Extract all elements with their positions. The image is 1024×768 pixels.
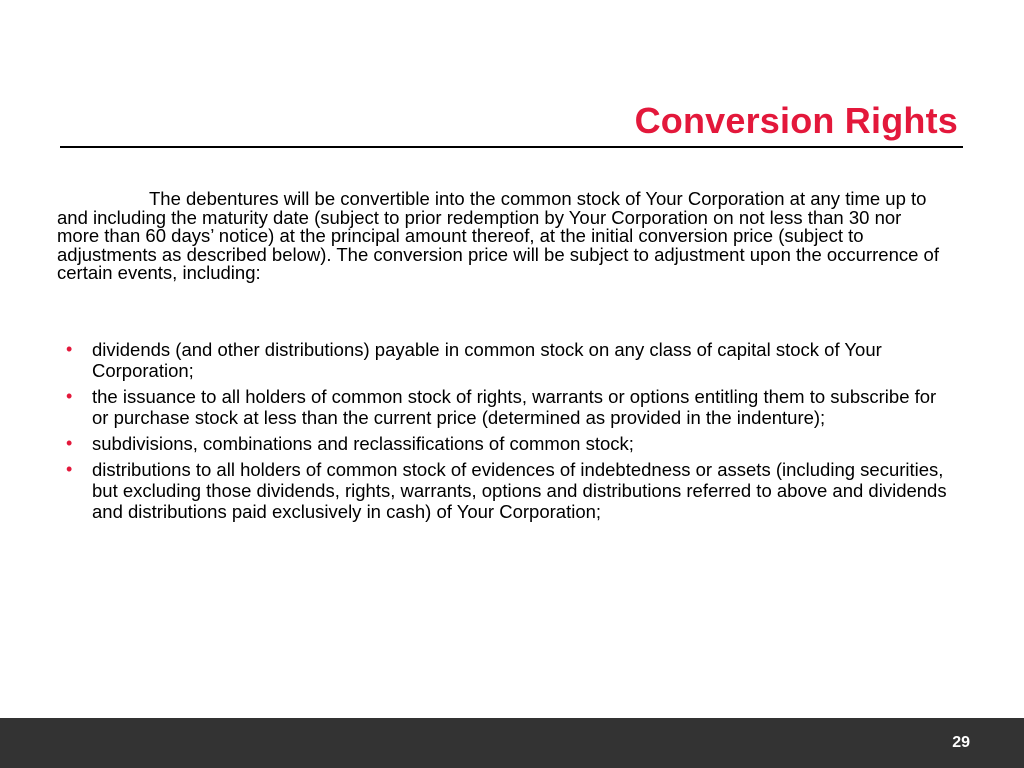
- bullet-icon: •: [66, 386, 73, 406]
- list-item: [66, 339, 952, 381]
- footer-bar: [0, 718, 1024, 768]
- slide-title: Conversion Rights: [634, 100, 958, 141]
- intro-paragraph: The debentures will be convertible into the common stock of Your Corporation at any time up to and including the maturity date (subject to prior redemption by Your Corporation on not less than 30 nor more than 60 days’ notice) at the principal amount thereof, at the initial conversion price (subject to adjustments as described below). The conversion price will be subject to adjustment upon the occurrence of certain events, including:: [57, 188, 939, 283]
- bullet-text: the issuance to all holders of common stock of rights, warrants or options entitling them to subscribe for or purchase stock at less than the current price (determined as provided in the indenture);: [92, 386, 937, 428]
- bullet-icon: •: [66, 459, 73, 479]
- title-divider: [60, 146, 963, 148]
- list-item: [66, 459, 952, 522]
- bullet-list: [66, 339, 952, 527]
- bullet-text: subdivisions, combinations and reclassifications of common stock;: [92, 433, 634, 454]
- bullet-text: dividends (and other distributions) payable in common stock on any class of capital stock of Your Corporation;: [92, 339, 882, 381]
- bullet-icon: •: [66, 433, 73, 453]
- bullet-icon: •: [66, 339, 73, 359]
- list-item: [66, 386, 952, 428]
- page-number: 29: [952, 734, 970, 751]
- bullet-text: distributions to all holders of common stock of evidences of indebtedness or assets (including securities, but excluding those dividends, rights, warrants, options and distributions referred to above and dividends and distributions paid exclusively in cash) of Your Corporation;: [92, 459, 947, 522]
- list-item: [66, 433, 952, 454]
